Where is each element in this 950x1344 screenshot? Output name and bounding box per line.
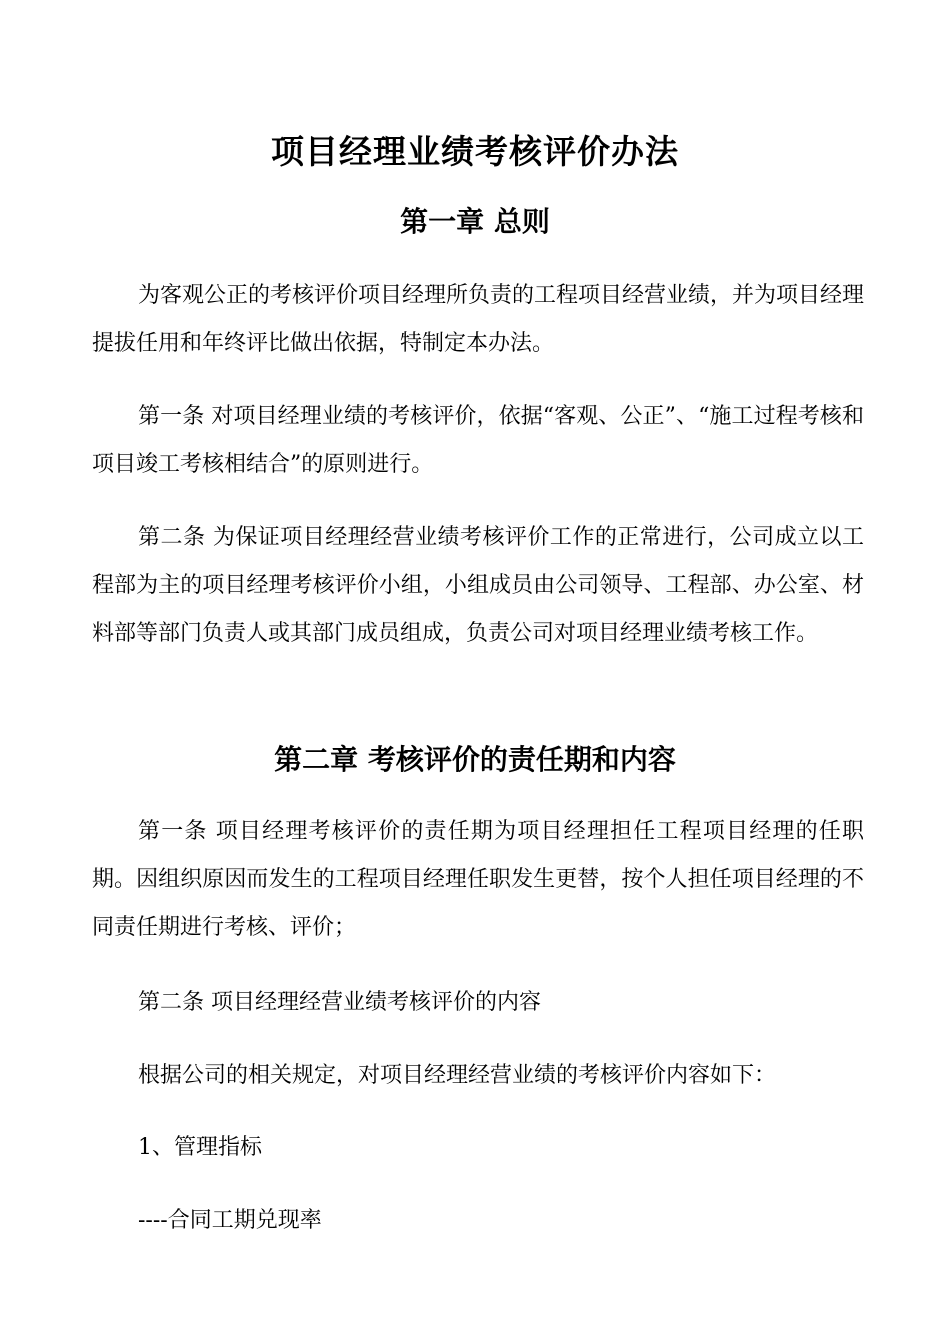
chapter-2-article-2: 第二条 项目经理经营业绩考核评价的内容 — [138, 990, 541, 1015]
evaluation-content-intro: 根据公司的相关规定，对项目经理经营业绩的考核评价内容如下： — [138, 1063, 777, 1088]
list-item-contract-duration-rate: ----合同工期兑现率 — [138, 1208, 322, 1233]
chapter-1-article-1: 第一条 对项目经理业绩的考核评价，依据“客观、公正”、“施工过程考核和项目竣工考核相结合”的原则进行。 — [92, 404, 864, 477]
chapter-1-article-2: 第二条 为保证项目经理经营业绩考核评价工作的正常进行，公司成立以工程部为主的项目经理考核评价小组，小组成员由公司领导、工程部、办公室、材料部等部门负责人或其部门成员组成，负责公司对项目经理业绩考核工作。 — [92, 525, 864, 646]
chapter-1-paragraph-intro: 为客观公正的考核评价项目经理所负责的工程项目经营业绩，并为项目经理提拔任用和年终评比做出依据，特制定本办法。 — [92, 283, 865, 356]
chapter-1-heading: 第一章 总则 — [400, 205, 550, 238]
document-title: 项目经理业绩考核评价办法 — [271, 132, 679, 171]
list-item-management-indicators: 1、管理指标 — [138, 1135, 262, 1160]
chapter-2-heading: 第二章 考核评价的责任期和内容 — [274, 743, 676, 776]
chapter-2-article-1: 第一条 项目经理考核评价的责任期为项目经理担任工程项目经理的任职期。因组织原因而发生的工程项目经理任职发生更替，按个人担任项目经理的不同责任期进行考核、评价； — [92, 819, 864, 940]
